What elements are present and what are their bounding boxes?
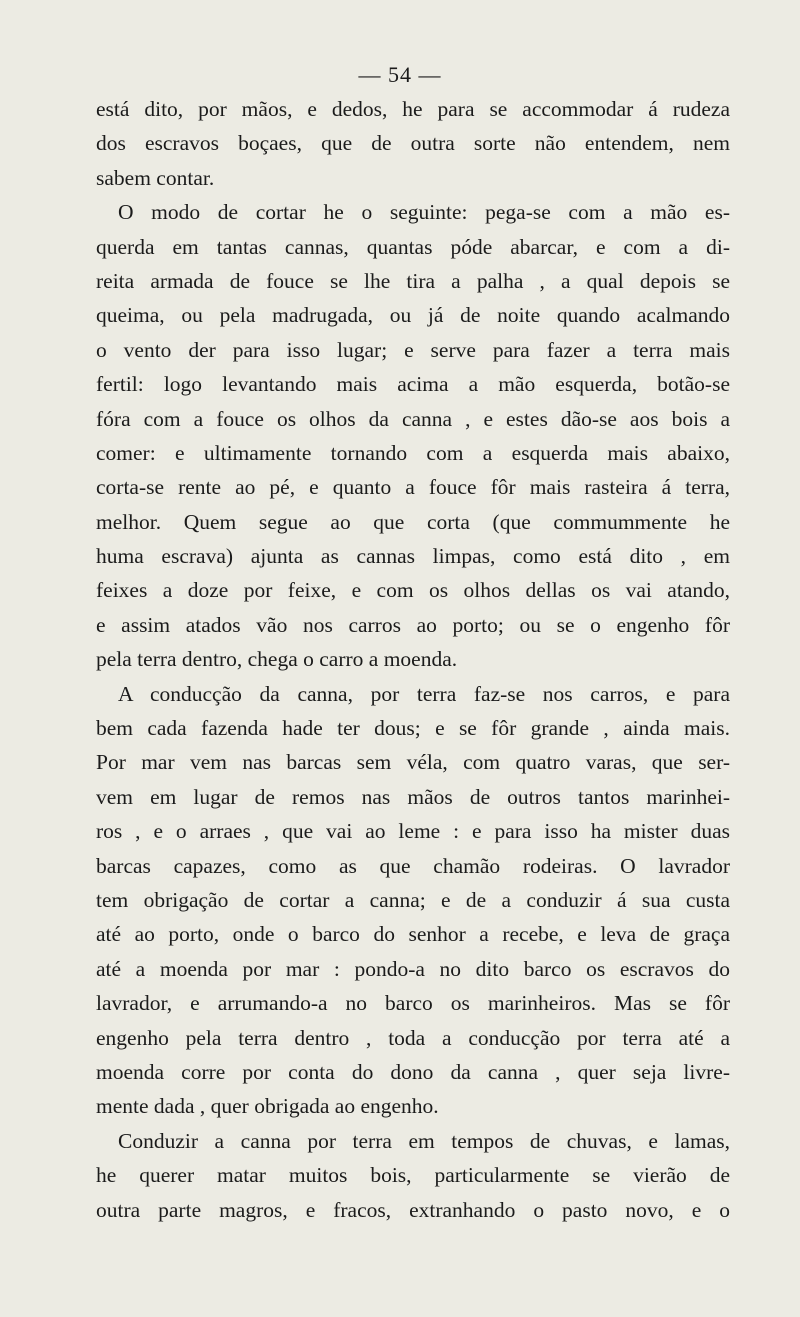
text-line: huma escrava) ajunta as cannas limpas, como está dito , em	[96, 544, 730, 569]
text-line: moenda corre por conta do dono da canna , quer seja livre-	[96, 1059, 730, 1084]
text-line: até ao porto, onde o barco do senhor a recebe, e leva de graça	[96, 922, 730, 947]
text-line: engenho pela terra dentro , toda a conducção por terra até a	[96, 1025, 730, 1050]
page-number: — 54 —	[358, 62, 442, 87]
text-line: o vento der para isso lugar; e serve para fazer a terra mais	[96, 337, 730, 362]
text-line: bem cada fazenda hade ter dous; e se fôr grande , ainda mais.	[96, 716, 730, 741]
text-line: sabem contar.	[96, 165, 215, 190]
text-line: he querer matar muitos bois, particularmente se vierão de	[96, 1163, 730, 1188]
text-line: está dito, por mãos, e dedos, he para se accommodar á rudeza	[96, 97, 730, 121]
text-line: querda em tantas cannas, quantas póde abarcar, e com a di-	[96, 234, 730, 259]
text-line: queima, ou pela madrugada, ou já de noite quando acalmando	[96, 303, 730, 328]
text-line: barcas capazes, como as que chamão rodeiras. O lavrador	[96, 853, 730, 878]
text-line: dos escravos boçaes, que de outra sorte não entendem, nem	[96, 131, 730, 156]
text-line: Conduzir a canna por terra em tempos de chuvas, e lamas,	[118, 1128, 730, 1153]
text-line: mente dada , quer obrigada ao engenho.	[96, 1094, 439, 1119]
text-line: corta-se rente ao pé, e quanto a fouce fôr mais rasteira á terra,	[96, 475, 730, 500]
text-line: tem obrigação de cortar a canna; e de a conduzir á sua custa	[96, 887, 730, 912]
text-line: vem em lugar de remos nas mãos de outros tantos marinhei-	[96, 784, 730, 809]
text-line: melhor. Quem segue ao que corta (que commummente he	[96, 509, 730, 534]
text-line: lavrador, e arrumando-a no barco os marinheiros. Mas se fôr	[96, 991, 730, 1016]
text-line: ros , e o arraes , que vai ao leme : e para isso ha mister duas	[96, 819, 730, 844]
text-line: comer: e ultimamente tornando com a esquerda mais abaixo,	[96, 440, 730, 465]
text-line: reita armada de fouce se lhe tira a palha , a qual depois se	[96, 268, 730, 293]
text-line: até a moenda por mar : pondo-a no dito barco os escravos do	[96, 956, 730, 981]
text-line: O modo de cortar he o seguinte: pega-se com a mão es-	[118, 200, 730, 225]
text-line: pela terra dentro, chega o carro a moenda.	[96, 647, 458, 672]
body-text	[96, 92, 730, 1227]
text-line: A conducção da canna, por terra faz-se nos carros, e para	[118, 681, 730, 706]
text-line: fóra com a fouce os olhos da canna , e estes dão-se aos bois a	[96, 406, 730, 431]
text-line: fertil: logo levantando mais acima a mão esquerda, botão-se	[96, 372, 730, 397]
text-line: feixes a doze por feixe, e com os olhos dellas os vai atando,	[96, 578, 730, 603]
text-line: e assim atados vão nos carros ao porto; ou se o engenho fôr	[96, 612, 730, 637]
text-line: Por mar vem nas barcas sem véla, com quatro varas, que ser-	[96, 750, 730, 775]
text-line: outra parte magros, e fracos, extranhando o pasto novo, e o	[96, 1197, 730, 1222]
